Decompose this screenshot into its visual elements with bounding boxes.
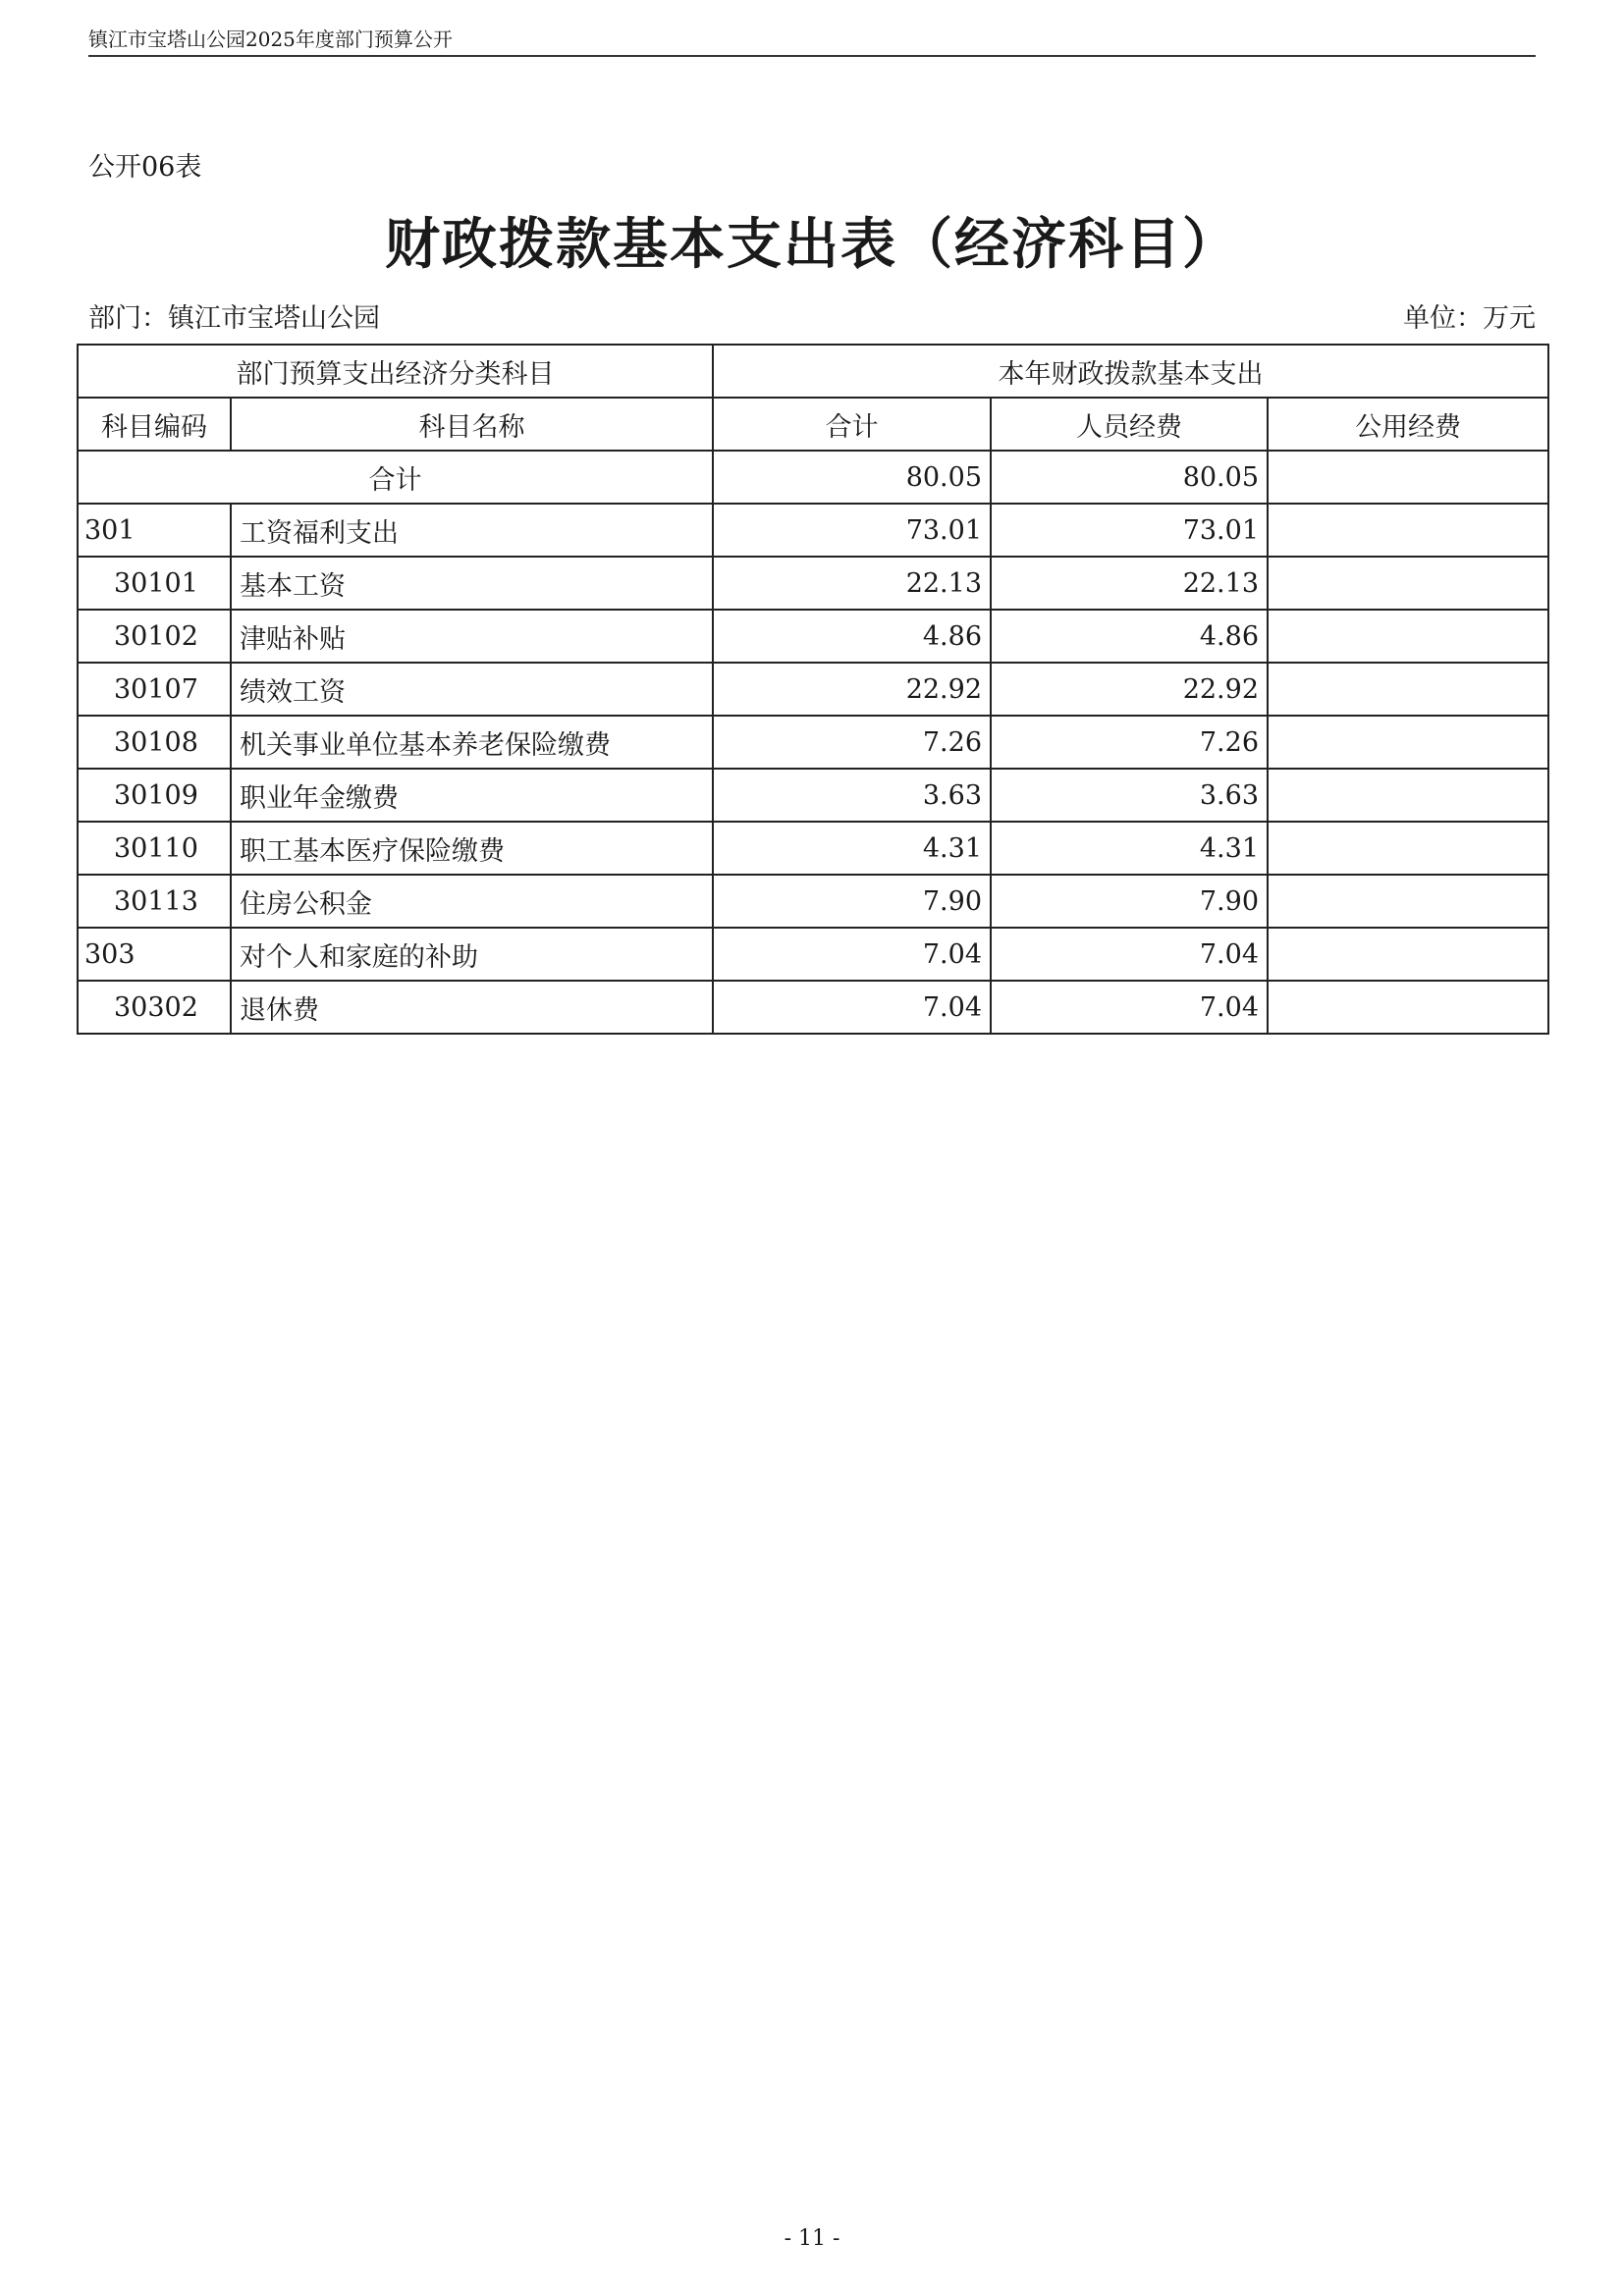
total-public xyxy=(1268,451,1548,504)
row-personnel: 4.86 xyxy=(991,610,1268,663)
table-row xyxy=(78,663,1548,716)
row-public xyxy=(1268,769,1548,822)
row-public xyxy=(1268,981,1548,1034)
row-name: 职工基本医疗保险缴费 xyxy=(231,822,713,875)
table-row xyxy=(78,822,1548,875)
table-row xyxy=(78,504,1548,557)
row-public xyxy=(1268,663,1548,716)
row-total: 22.13 xyxy=(713,557,991,610)
header-rule xyxy=(88,55,1536,57)
row-name: 机关事业单位基本养老保险缴费 xyxy=(231,716,713,769)
row-total: 7.04 xyxy=(713,981,991,1034)
row-name: 住房公积金 xyxy=(231,875,713,928)
row-total: 7.04 xyxy=(713,928,991,981)
row-name: 绩效工资 xyxy=(231,663,713,716)
total-personnel: 80.05 xyxy=(991,451,1268,504)
row-personnel: 7.04 xyxy=(991,928,1268,981)
row-code: 30102 xyxy=(78,610,231,663)
col-header-total: 合计 xyxy=(713,398,991,451)
row-name: 退休费 xyxy=(231,981,713,1034)
row-name: 津贴补贴 xyxy=(231,610,713,663)
row-public xyxy=(1268,610,1548,663)
total-row xyxy=(78,451,1548,504)
row-code: 303 xyxy=(78,928,231,981)
group-header-row xyxy=(78,345,1548,398)
row-code: 30107 xyxy=(78,663,231,716)
row-public xyxy=(1268,557,1548,610)
row-total: 4.86 xyxy=(713,610,991,663)
row-public xyxy=(1268,716,1548,769)
expenditure-table xyxy=(77,344,1549,1035)
row-total: 7.26 xyxy=(713,716,991,769)
row-personnel: 73.01 xyxy=(991,504,1268,557)
row-personnel: 3.63 xyxy=(991,769,1268,822)
row-personnel: 22.13 xyxy=(991,557,1268,610)
group-header-left: 部门预算支出经济分类科目 xyxy=(78,345,713,398)
table-row xyxy=(78,875,1548,928)
col-header-name: 科目名称 xyxy=(231,398,713,451)
row-name: 对个人和家庭的补助 xyxy=(231,928,713,981)
column-header-row xyxy=(78,398,1548,451)
row-code: 301 xyxy=(78,504,231,557)
total-amount: 80.05 xyxy=(713,451,991,504)
group-header-right: 本年财政拨款基本支出 xyxy=(713,345,1548,398)
row-total: 3.63 xyxy=(713,769,991,822)
row-name: 基本工资 xyxy=(231,557,713,610)
page-number: - 11 - xyxy=(784,2226,840,2251)
row-public xyxy=(1268,504,1548,557)
row-public xyxy=(1268,875,1548,928)
row-personnel: 7.04 xyxy=(991,981,1268,1034)
total-label: 合计 xyxy=(78,451,713,504)
department-label: 部门：镇江市宝塔山公园 xyxy=(88,303,380,334)
row-name: 工资福利支出 xyxy=(231,504,713,557)
row-personnel: 7.90 xyxy=(991,875,1268,928)
table-row xyxy=(78,981,1548,1034)
row-public xyxy=(1268,822,1548,875)
row-personnel: 22.92 xyxy=(991,663,1268,716)
col-header-public: 公用经费 xyxy=(1268,398,1548,451)
row-personnel: 7.26 xyxy=(991,716,1268,769)
row-code: 30113 xyxy=(78,875,231,928)
row-public xyxy=(1268,928,1548,981)
col-header-code: 科目编码 xyxy=(78,398,231,451)
table-row xyxy=(78,610,1548,663)
table-row xyxy=(78,557,1548,610)
row-code: 30110 xyxy=(78,822,231,875)
row-total: 73.01 xyxy=(713,504,991,557)
meta-row xyxy=(88,296,1536,335)
row-code: 30108 xyxy=(78,716,231,769)
row-code: 30109 xyxy=(78,769,231,822)
row-total: 7.90 xyxy=(713,875,991,928)
page-title: 财政拨款基本支出表（经济科目） xyxy=(385,213,1239,277)
row-code: 30101 xyxy=(78,557,231,610)
table-id: 公开06表 xyxy=(88,152,202,183)
row-code: 30302 xyxy=(78,981,231,1034)
unit-label: 单位：万元 xyxy=(1403,303,1536,334)
row-name: 职业年金缴费 xyxy=(231,769,713,822)
row-personnel: 4.31 xyxy=(991,822,1268,875)
table-row xyxy=(78,928,1548,981)
table-row xyxy=(78,716,1548,769)
row-total: 4.31 xyxy=(713,822,991,875)
col-header-personnel: 人员经费 xyxy=(991,398,1268,451)
table-row xyxy=(78,769,1548,822)
running-header: 镇江市宝塔山公园2025年度部门预算公开 xyxy=(88,27,453,51)
row-total: 22.92 xyxy=(713,663,991,716)
